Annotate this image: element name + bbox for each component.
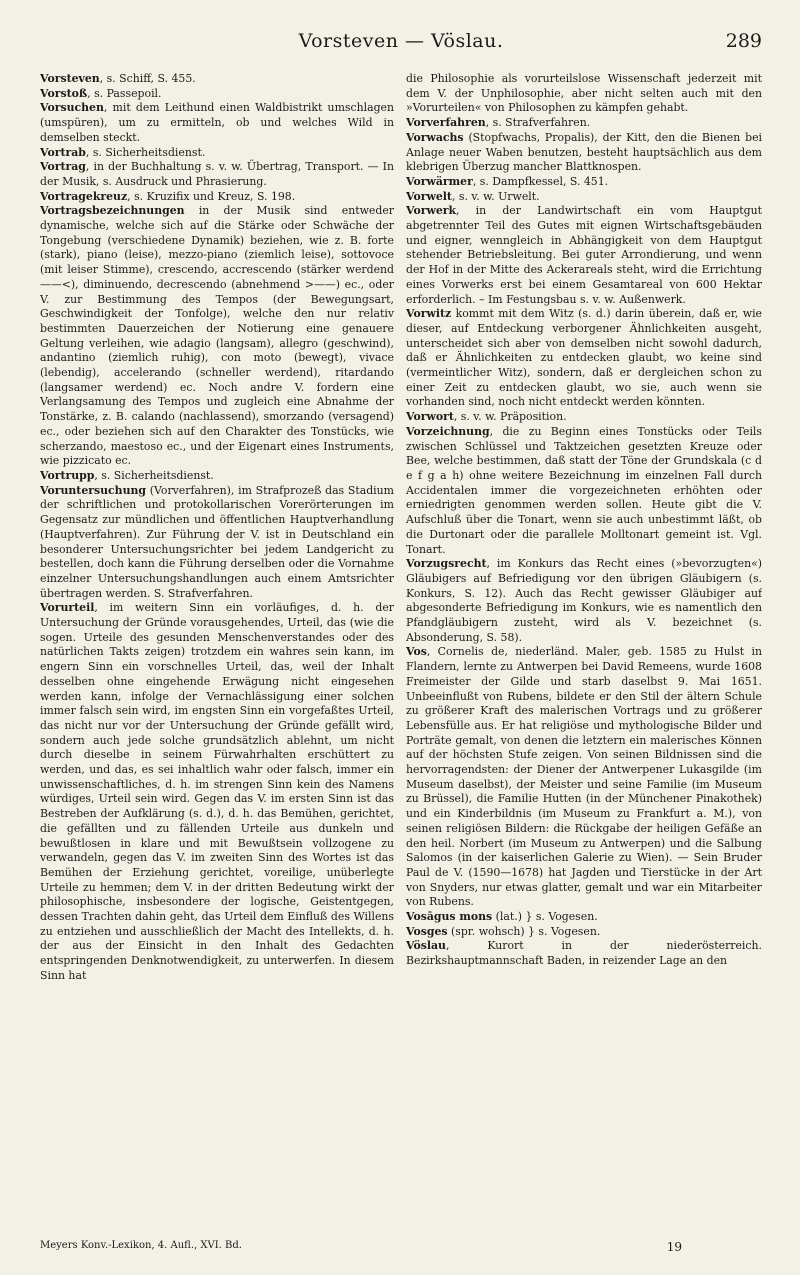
dictionary-entry — [406, 190, 762, 205]
left-column — [40, 72, 394, 1240]
page-header — [40, 30, 762, 60]
entry-lemma: Vorwitz — [406, 307, 452, 321]
entry-lemma: Vortragekreuz — [40, 189, 128, 203]
dictionary-entry — [40, 190, 394, 205]
entry-text: die Philosophie als vorurteilslose Wissenschaft jederzeit mit dem V. der Unphilosophie, aber nicht selten auch mit den »Vorurteilen« von Philosophen zu kämpfen gehabt. — [406, 72, 762, 115]
dictionary-entry — [406, 910, 762, 925]
dictionary-entry — [40, 469, 394, 484]
entry-lemma: Voruntersuchung — [40, 483, 147, 497]
dictionary-entry — [40, 484, 394, 602]
entry-lemma: Vorwort — [406, 410, 454, 424]
entry-lemma: Vorwerk — [406, 204, 457, 218]
entry-text: (spr. wohsch) } s. Vogesen. — [447, 924, 601, 938]
entry-text: , Cornelis de, niederländ. Maler, geb. 1585 zu Hulst in Flandern, lernte zu Antwerpen bei David Remeens, wurde 1608 Freimeister der Gilde und starb daselbst 9. Mai 1651. Unbeeinflußt von Rubens, bildete er den Stil der ältern Schule zu größerer Kraft des malerischen Vortrags und zu größerer Lebensfülle aus. Er hat religiöse und mythologische Bilder und Porträte gemalt, von denen die letztern ein malerisches Können auf der höchsten Stufe zeigen. Von seinen Bildnissen sind die hervorragendsten: der Diener der Antwerpener Lukasgilde (im Museum daselbst), der Meister und seine Familie (im Museum zu Brüssel), die Familie Hutten (in der Münchener Pinakothek) und ein Kinderbildnis (im Museum zu Frankfurt a. M.), von seinen religiösen Bildern: die Rückgabe der heiligen Gefäße an den heil. Norbert (im Museum zu Antwerpen) und die Salbung Salomos (in der kaiserlichen Galerie zu Wien). — Sein Bruder Paul de V. (1590—1678) hat Jagden und Tierstücke in der Art von Snyders, nur etwas glatter, gemalt und war ein Mitarbeiter von Rubens. — [406, 645, 762, 909]
page-footer — [40, 1240, 762, 1258]
entry-text: , in der Buchhaltung s. v. w. Übertrag, Transport. — In der Musik, s. Ausdruck und Phrasierung. — [40, 160, 394, 188]
entry-lemma: Vortrag — [40, 160, 86, 174]
entry-text: (lat.) } s. Vogesen. — [492, 910, 598, 924]
dictionary-entry — [406, 307, 762, 410]
entry-lemma: Vorsteven — [40, 72, 100, 85]
entry-text: , die zu Beginn eines Tonstücks oder Teils zwischen Schlüssel und Taktzeichen gesetzten Kreuze oder Bee, welche bestimmen, daß statt der Töne der Grundskala (c d e f g a h) ohne weitere Bezeichnung im einzelnen Fall durch Accidentalen immer die vorgezeichneten erhöhten oder erniedrigten genommen werden sollen. Heute gibt die V. Aufschluß über die Tonart, wenn sie auch unbestimmt läßt, ob die Durtonart oder die parallele Molltonart gemeint ist. Vgl. Tonart. — [406, 424, 762, 556]
text-columns — [40, 72, 762, 1240]
entry-text: , s. Passepoil. — [87, 86, 162, 100]
sheet-number: 19 — [666, 1240, 682, 1254]
entry-lemma: Vos — [406, 645, 427, 659]
entry-text: , s. Schiff, S. 455. — [99, 72, 196, 85]
dictionary-entry — [40, 204, 394, 469]
entry-text: , s. v. w. Urwelt. — [451, 189, 540, 203]
page-number: 289 — [725, 30, 762, 52]
entry-text: , s. Kruzifix und Kreuz, S. 198. — [127, 189, 296, 203]
page-title: Vorsteven — Vöslau. — [298, 30, 504, 52]
entry-lemma: Vosges — [406, 924, 448, 938]
entry-lemma: Vöslau — [406, 939, 446, 953]
dictionary-entry — [406, 925, 762, 940]
entry-text: , s. Strafverfahren. — [485, 116, 591, 130]
dictionary-entry — [406, 410, 762, 425]
entry-text: , s. Sicherheitsdienst. — [94, 468, 214, 482]
dictionary-entry — [40, 146, 394, 161]
entry-lemma: Vorwelt — [406, 189, 452, 203]
entry-text: , s. Sicherheitsdienst. — [85, 145, 206, 159]
entry-text: in der Musik sind entweder dynamische, welche sich auf die Stärke oder Schwäche der Tongebung (verschiedene Dynamik) beziehen, wie z. B. forte (stark), piano (leise), mezzo-piano (ziemlich leise), sottovoce (mit leiser Stimme), crescendo, accrescendo (stärker werdend ——<), diminuendo, decrescendo (abnehmend >——) ec., oder V. zur Bestimmung des Tempos (der Bewegungsart, Geschwindigkeit der Tonfolge), welche den nur relativ bestimmten Dauerzeichen der Notierung eine genauere Geltung verleihen, wie adagio (langsam), allegro (geschwind), andantino (ziemlich ruhig), con moto (bewegt), vivace (lebendig), accelerando (schneller werdend), ritardando (langsamer werdend) ec. Noch andre V. fordern eine Verlangsamung des Tempos und zugleich eine Abnahme der Tonstärke, z. B. calando (nachlassend), smorzando (versagend) ec., oder beziehen sich auf den Charakter des Tonstücks, wie scherzando, maestoso ec., und der Eigenart eines Instruments, wie pizzicato ec. — [40, 204, 394, 468]
entry-text: , Kurort in der niederösterreich. Bezirkshauptmannschaft Baden, in reizender Lage an den — [406, 939, 762, 968]
entry-text: , im weitern Sinn ein vorläufiges, d. h. der Untersuchung der Gründe vorausgehendes, Urteil, das (wie die sogen. Urteile des gesunden Menschenverstandes oder des natürlichen Takts zeigen) trotzdem ein wahres sein kann, im engern Sinn ein vorschnelles Urteil, das, weil der Inhalt desselben ohne eingehende Erwägung nicht eingesehen werden kann, infolge der Vernachlässigung einer solchen immer falsch sein wird, im engsten Sinn ein vorgefaßtes Urteil, das nicht nur vor der Untersuchung der Gründe gefällt wird, sondern auch jede solche grundsätzlich ablehnt, um nicht durch dieselbe in seinem Fürwahrhalten erschüttert zu werden, und das, es sei inhaltlich wahr oder falsch, immer ein unwissenschaftliches, d. h. im strengen Sinn kein des Namens würdiges, Urteil sein wird. Gegen das V. im ersten Sinn ist das Bestreben der Aufklärung (s. d.), d. h. das Bemühen, gerichtet, die gefällten und zu fällenden Urteile aus dunkeln und bewußtlosen in klare und mit Bewußtsein vollzogene zu verwandeln, gegen das V. im zweiten Sinn des Wortes ist das Bemühen der Erziehung gerichtet, voreilige, unüberlegte Urteile zu hemmen; dem V. in der dritten Bedeutung wirkt der philosophische, insbesondere der logische, Geistentgegen, dessen Trachten dahin geht, das Urteil dem Einfluß des Willens zu entziehen und ausschließlich der Macht des Intellekts, d. h. der aus der Einsicht in den Inhalt des Gedachten entspringenden Denknotwendigkeit, zu unterwerfen. In diesem Sinn hat — [40, 601, 394, 982]
dictionary-entry — [40, 101, 394, 145]
entry-lemma: Vorwärmer — [406, 174, 473, 188]
dictionary-entry — [40, 72, 394, 87]
dictionary-entry — [406, 939, 762, 968]
dictionary-entry — [40, 601, 394, 983]
entry-lemma: Vortragsbezeichnungen — [40, 204, 185, 218]
dictionary-entry — [406, 425, 762, 557]
entry-text: , s. v. w. Präposition. — [453, 410, 567, 424]
right-column — [406, 72, 762, 1240]
printer-signature: Meyers Konv.-Lexikon, 4. Aufl., XVI. Bd. — [40, 1240, 242, 1251]
entry-text: , s. Dampfkessel, S. 451. — [472, 174, 609, 188]
dictionary-entry — [406, 131, 762, 175]
dictionary-entry — [406, 204, 762, 307]
dictionary-entry — [40, 160, 394, 189]
dictionary-entry — [40, 87, 394, 102]
entry-text: , mit dem Leithund einen Waldbistrikt umschlagen (umspüren), um zu ermitteln, ob und welches Wild in demselben steckt. — [40, 101, 394, 144]
dictionary-entry — [406, 645, 762, 910]
entry-text: , im Konkurs das Recht eines (»bevorzugten«) Gläubigers auf Befriedigung vor den übrigen Gläubigern (s. Konkurs, S. 12). Auch das Recht gewisser Gläubiger auf abgesonderte Befriedigung im Konkurs, wie es namentlich den Pfandgläubigern zusteht, wird als V. bezeichnet (s. Absonderung, S. 58). — [406, 557, 762, 644]
entry-lemma: Vorstoß — [40, 86, 88, 100]
entry-lemma: Vorzugsrecht — [406, 557, 487, 571]
entry-lemma: Vorverfahren — [406, 116, 486, 130]
entry-text: kommt mit dem Witz (s. d.) darin überein, daß er, wie dieser, auf Entdeckung verborgener Ähnlichkeiten ausgeht, unterscheidet sich aber von demselben nicht sowohl dadurch, daß er Ähnlichkeiten zu entdecken glaubt, wo keine sind (vermeintlicher Witz), sondern, daß er dergleichen schon zu einer Zeit zu entdecken glaubt, wo sie, auch wenn sie vorhanden sind, noch nicht entdeckt werden könnten. — [406, 307, 762, 409]
entry-lemma: Vosāgus mons — [406, 910, 493, 924]
entry-lemma: Vorzeichnung — [406, 424, 490, 438]
entry-lemma: Vortrab — [40, 145, 86, 159]
entry-lemma: Vorwachs — [406, 130, 464, 144]
dictionary-entry — [406, 175, 762, 190]
entry-lemma: Vortrupp — [40, 468, 95, 482]
dictionary-entry — [406, 72, 762, 116]
entry-text: (Vorverfahren), im Strafprozeß das Stadium der schriftlichen und protokollarischen Vorerörterungen im Gegensatz zur mündlichen und öffentlichen Hauptverhandlung (Hauptverfahren). Zur Führung der V. ist in Deutschland ein besonderer Untersuchungsrichter bei jedem Landgericht zu bestellen, doch kann die Führung derselben oder die Vornahme einzelner Untersuchungshandlungen auch einem Amtsrichter übertragen werden. S. Strafverfahren. — [40, 483, 394, 600]
entry-lemma: Vorsuchen — [40, 101, 104, 115]
dictionary-entry — [406, 116, 762, 131]
entry-text: , in der Landwirtschaft ein vom Hauptgut abgetrennter Teil des Gutes mit eignen Wirtschaftsgebäuden und eigner, wenngleich in Abhängigkeit von dem Hauptgut stehender Betriebsleitung. Bei guter Arrondierung, und wenn der Hof in der Mitte des Ackerareals steht, wird die Errichtung eines Vorwerks erst bei einem Gesamtareal von 600 Hektar erforderlich. – Im Festungsbau s. v. w. Außenwerk. — [406, 204, 762, 306]
entry-text: (Stopfwachs, Propalis), der Kitt, den die Bienen bei Anlage neuer Waben benutzen, besteht hauptsächlich aus dem klebrigen Überzug mancher Blattknospen. — [406, 130, 762, 174]
dictionary-entry — [406, 557, 762, 645]
entry-lemma: Vorurteil — [40, 601, 95, 615]
